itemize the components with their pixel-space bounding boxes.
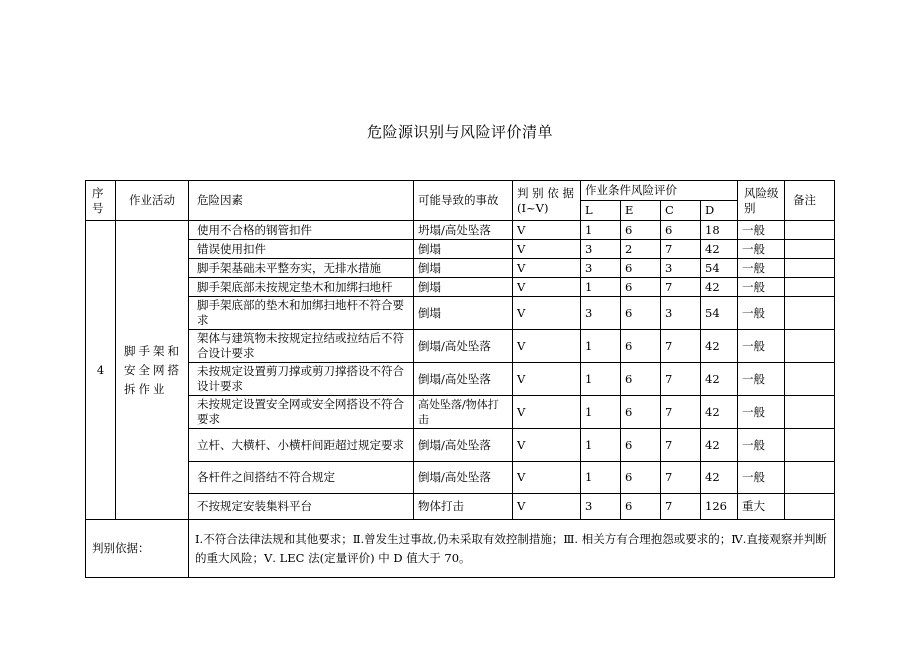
cell-L: 1 (581, 462, 621, 494)
header-accident: 可能导致的事故 (414, 181, 513, 221)
table-row (86, 494, 835, 520)
cell-accident: 倒塌/高处坠落 (414, 330, 513, 363)
cell-remark (785, 330, 835, 363)
cell-accident: 坍塌/高处坠落 (414, 221, 513, 240)
cell-judge: V (513, 259, 581, 278)
cell-L: 3 (581, 240, 621, 259)
cell-accident: 倒塌 (414, 278, 513, 297)
cell-D: 42 (701, 240, 738, 259)
cell-C: 7 (661, 462, 701, 494)
cell-hazard: 不按规定安装集料平台 (189, 494, 414, 520)
cell-hazard: 错误使用扣件 (189, 240, 414, 259)
header-row-1 (86, 181, 835, 201)
cell-C: 7 (661, 240, 701, 259)
table-row (86, 259, 835, 278)
header-lec-group: 作业条件风险评价 (581, 181, 738, 201)
cell-E: 6 (621, 363, 661, 396)
cell-E: 6 (621, 221, 661, 240)
cell-E: 6 (621, 396, 661, 429)
cell-D: 54 (701, 259, 738, 278)
header-D: D (701, 201, 738, 221)
cell-remark (785, 494, 835, 520)
header-seq: 序号 (86, 181, 116, 221)
document-title: 危险源识别与风险评价清单 (366, 123, 553, 141)
cell-hazard: 未按规定设置安全网或安全网搭设不符合要求 (189, 396, 414, 429)
cell-E: 6 (621, 429, 661, 462)
header-C: C (661, 201, 701, 221)
cell-remark (785, 221, 835, 240)
cell-L: 1 (581, 330, 621, 363)
cell-D: 42 (701, 429, 738, 462)
cell-C: 7 (661, 363, 701, 396)
header-L: L (581, 201, 621, 221)
cell-accident: 倒塌 (414, 259, 513, 278)
header-level: 风险级别 (738, 181, 785, 221)
cell-level: 一般 (738, 297, 785, 330)
table-row (86, 278, 835, 297)
header-judge-line1: 判 别 依 据 (517, 185, 574, 200)
cell-L: 1 (581, 278, 621, 297)
cell-C: 7 (661, 396, 701, 429)
cell-hazard: 未按规定设置剪刀撑或剪刀撑搭设不符合设计要求 (189, 363, 414, 396)
cell-level: 一般 (738, 462, 785, 494)
cell-C: 7 (661, 278, 701, 297)
cell-D: 42 (701, 363, 738, 396)
group-activity: 脚手架和安全网搭拆作业 (116, 221, 189, 520)
cell-C: 6 (661, 221, 701, 240)
cell-remark (785, 240, 835, 259)
cell-L: 1 (581, 429, 621, 462)
cell-accident: 倒塌 (414, 297, 513, 330)
cell-judge: V (513, 429, 581, 462)
cell-hazard: 脚手架底部未按规定垫木和加绑扫地杆 (189, 278, 414, 297)
group-seq: 4 (86, 221, 116, 520)
cell-C: 7 (661, 330, 701, 363)
table-row (86, 240, 835, 259)
cell-L: 1 (581, 396, 621, 429)
cell-D: 54 (701, 297, 738, 330)
header-hazard: 危险因素 (189, 181, 414, 221)
cell-accident: 倒塌/高处坠落 (414, 462, 513, 494)
header-E: E (621, 201, 661, 221)
cell-remark (785, 363, 835, 396)
cell-judge: V (513, 396, 581, 429)
header-judge-line2: (Ⅰ~Ⅴ) (517, 200, 549, 215)
cell-level: 重大 (738, 494, 785, 520)
table-row (86, 363, 835, 396)
cell-remark (785, 259, 835, 278)
header-remark: 备注 (785, 181, 835, 221)
cell-C: 7 (661, 494, 701, 520)
cell-remark (785, 297, 835, 330)
cell-accident: 倒塌/高处坠落 (414, 363, 513, 396)
cell-L: 1 (581, 363, 621, 396)
cell-level: 一般 (738, 363, 785, 396)
basis-row (86, 520, 835, 578)
cell-C: 7 (661, 429, 701, 462)
cell-E: 6 (621, 462, 661, 494)
cell-level: 一般 (738, 429, 785, 462)
cell-D: 126 (701, 494, 738, 520)
cell-E: 6 (621, 278, 661, 297)
cell-L: 3 (581, 494, 621, 520)
header-judge (513, 181, 581, 221)
cell-accident: 倒塌 (414, 240, 513, 259)
cell-level: 一般 (738, 259, 785, 278)
cell-hazard: 各杆件之间搭结不符合规定 (189, 462, 414, 494)
cell-D: 42 (701, 396, 738, 429)
hazard-assessment-table (85, 180, 835, 578)
cell-E: 6 (621, 494, 661, 520)
cell-accident: 物体打击 (414, 494, 513, 520)
cell-E: 2 (621, 240, 661, 259)
cell-judge: V (513, 221, 581, 240)
cell-E: 6 (621, 330, 661, 363)
cell-judge: V (513, 240, 581, 259)
cell-C: 3 (661, 297, 701, 330)
cell-L: 1 (581, 221, 621, 240)
cell-D: 18 (701, 221, 738, 240)
cell-level: 一般 (738, 278, 785, 297)
cell-remark (785, 429, 835, 462)
cell-E: 6 (621, 297, 661, 330)
cell-judge: V (513, 330, 581, 363)
cell-remark (785, 462, 835, 494)
cell-remark (785, 396, 835, 429)
cell-D: 42 (701, 330, 738, 363)
cell-L: 3 (581, 297, 621, 330)
cell-level: 一般 (738, 240, 785, 259)
basis-text: Ⅰ.不符合法律法规和其他要求；Ⅱ.曾发生过事故,仍未采取有效控制措施；Ⅲ. 相关方有合理抱怨或要求的；Ⅳ.直接观察并判断的重大风险；Ⅴ. LEC 法(定量评价) 中 D 值大于 70。 (189, 520, 835, 578)
header-activity: 作业活动 (116, 181, 189, 221)
table-row (86, 221, 835, 240)
cell-judge: V (513, 297, 581, 330)
table-row (86, 297, 835, 330)
cell-level: 一般 (738, 330, 785, 363)
table-row (86, 396, 835, 429)
cell-D: 42 (701, 278, 738, 297)
cell-judge: V (513, 494, 581, 520)
cell-accident: 倒塌/高处坠落 (414, 429, 513, 462)
cell-accident: 高处坠落/物体打击 (414, 396, 513, 429)
table-row (86, 330, 835, 363)
cell-hazard: 立杆、大横杆、小横杆间距超过规定要求 (189, 429, 414, 462)
cell-L: 3 (581, 259, 621, 278)
cell-C: 3 (661, 259, 701, 278)
cell-level: 一般 (738, 396, 785, 429)
cell-judge: V (513, 462, 581, 494)
cell-hazard: 使用不合格的钢管扣件 (189, 221, 414, 240)
basis-label: 判别依据： (86, 520, 189, 578)
cell-E: 6 (621, 259, 661, 278)
cell-D: 42 (701, 462, 738, 494)
cell-hazard: 脚手架底部的垫木和加绑扫地杆不符合要求 (189, 297, 414, 330)
cell-hazard: 架体与建筑物未按规定拉结或拉结后不符合设计要求 (189, 330, 414, 363)
cell-hazard: 脚手架基础未平整夯实，无排水措施 (189, 259, 414, 278)
cell-remark (785, 278, 835, 297)
cell-judge: V (513, 363, 581, 396)
cell-level: 一般 (738, 221, 785, 240)
cell-judge: V (513, 278, 581, 297)
table-row (86, 462, 835, 494)
table-row (86, 429, 835, 462)
